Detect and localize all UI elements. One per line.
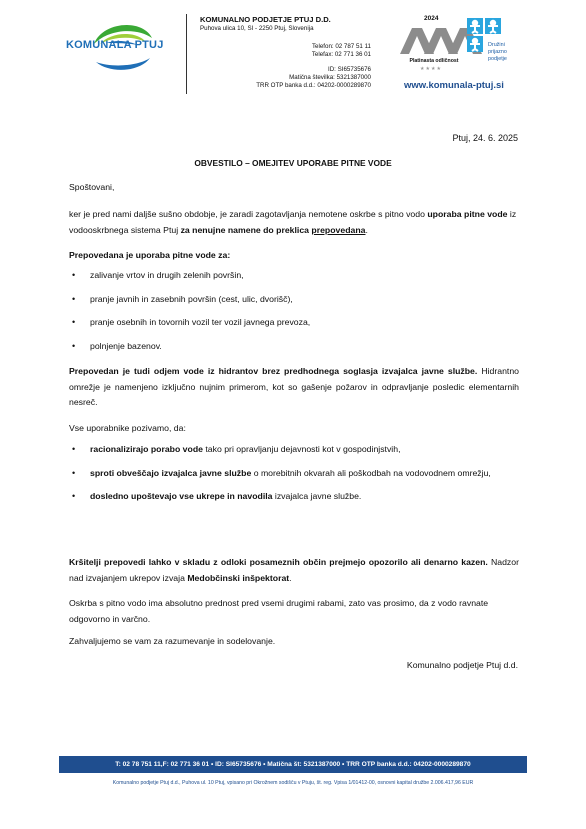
paragraph-thanks: Zahvaljujemo se vam za razumevanje in sodelovanje. — [69, 636, 276, 646]
list-item — [69, 489, 519, 505]
prohibited-list — [69, 268, 519, 354]
award-year: 2024 — [424, 15, 439, 22]
paragraph-priority: Oskrba s pitno vodo ima absolutno prednost pred vsemi drugimi rabami, zato vas prosimo, da z vodo ravnate odgovorno in varčno. — [69, 598, 489, 624]
p2-text: Hidrantno omrežje je namenjeno izključno nujnim primerom, kot so gašenje požarov in odpravljanje posledic elementarnih nesreč. — [69, 366, 519, 408]
call-item-text: tako pri opravljanju dejavnosti kot v gospodinjstvih, — [202, 444, 401, 454]
call-item-bold: racionalizirajo porabo vode — [90, 444, 203, 454]
list-item: • polnjenje bazenov. — [69, 339, 519, 355]
award-label: Platinasta odličnost — [409, 58, 459, 64]
call-list — [69, 442, 519, 505]
footer-legal-note: Komunalno podjetje Ptuj d.d., Puhova ul. 10 Ptuj, vpisano pri Okrožnem sodišču v Ptuju, št. reg. Vpisa 1/01412-00, osnovni kapital družbe 2.006.417,96 EUR — [112, 780, 474, 786]
p1-text-b: iz vodooskrbnega sistema Ptuj — [69, 209, 517, 235]
logo-text: KOMUNALA PTUJ — [66, 39, 164, 51]
family-line-2: prijazno — [488, 48, 507, 55]
prohibited-heading: Prepovedana je uporaba pitne vode za: — [69, 250, 231, 260]
p3-text-a: Nadzor nad izvajanjem ukrepov izvaja — [69, 557, 519, 583]
call-item-bold: sproti obveščajo izvajalca javne službe — [90, 467, 252, 478]
greeting: Spoštovani, — [69, 182, 115, 192]
paragraph-penalties — [69, 555, 519, 586]
company-fax: Telefax: 02 771 36 01 — [311, 51, 371, 58]
letter-date: Ptuj, 24. 6. 2025 — [452, 133, 518, 143]
family-friendly-label — [488, 42, 507, 62]
family-line-1: Družini — [488, 42, 505, 48]
footer-contact-bar: T: 02 78 751 11,F: 02 771 36 01 • ID: SI65735676 • Matična št: 5321387000 • TRR OTP banka d.d.: 04202-0000289870 — [59, 756, 527, 773]
paragraph-intro — [69, 207, 519, 238]
p1-prohibited: prepovedana — [311, 224, 366, 235]
call-intro: Vse uporabnike pozivamo, da: — [69, 423, 186, 433]
p2-bold: Prepovedan je tudi odjem vode iz hidrantov brez predhodnega soglasja izvajalca javne službe. — [69, 366, 478, 376]
letter-title: OBVESTILO – OMEJITEV UPORABE PITNE VODE — [194, 158, 392, 168]
p1-bold-a: uporaba pitne vode — [427, 209, 508, 219]
list-item — [69, 466, 519, 482]
list-item — [69, 442, 519, 458]
list-item: • zalivanje vrtov in drugih zelenih površin, — [69, 268, 519, 284]
header-divider — [186, 14, 187, 94]
family-line-3: podjetje — [488, 55, 507, 62]
list-item: • pranje osebnih in tovornih vozil ter vozil javnega prevoza, — [69, 315, 519, 331]
company-id: ID: SI65735676 — [327, 66, 371, 73]
p3-inspectorate: Medobčinski inšpektorat — [187, 572, 290, 583]
company-bank: TRR OTP banka d.d.: 04202-0000289870 — [256, 82, 371, 89]
p1-text-c: . — [365, 224, 368, 235]
p1-text-a: ker je pred nami daljše sušno obdobje, je zaradi zagotavljanja nemotene oskrbe s pitno vodo — [69, 209, 428, 219]
call-item-bold: dosledno upoštevajo vse ukrepe in navodila — [90, 491, 273, 502]
call-item-text: izvajalca javne službe. — [272, 491, 362, 502]
company-address: Puhova ulica 10, SI - 2250 Ptuj, Slovenija — [200, 25, 314, 32]
p3-text-b: . — [289, 572, 292, 583]
call-item-text: o morebitnih okvarah ali poškodbah na vodovodnem omrežju, — [251, 467, 491, 478]
letterhead — [0, 0, 586, 110]
p1-bold-b: za nenujne namene do preklica — [180, 224, 312, 235]
signature: Komunalno podjetje Ptuj d.d. — [406, 660, 518, 670]
company-name: KOMUNALNO PODJETJE PTUJ D.D. — [200, 15, 331, 24]
p3-bold: Kršitelji prepovedi lahko v skladu z odloki posameznih občin prejmejo opozorilo ali denarno kazen. — [69, 557, 488, 567]
website-link[interactable]: www.komunala-ptuj.si — [404, 80, 504, 91]
paragraph-hydrants — [69, 364, 519, 411]
company-phone: Telefon: 02 787 51 11 — [311, 43, 371, 50]
award-stars: ★★★★ — [420, 66, 442, 72]
list-item: • pranje javnih in zasebnih površin (cest, ulic, dvorišč), — [69, 292, 519, 308]
company-reg-number: Matična številka: 5321387000 — [289, 74, 371, 81]
